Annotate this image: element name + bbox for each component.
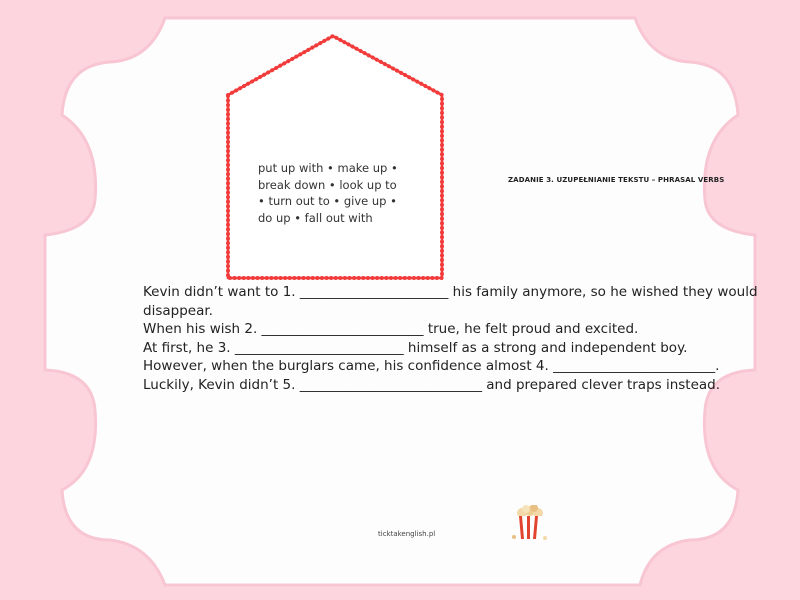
word-line: break down • look up to — [258, 177, 397, 192]
sentence: When his wish 2. ________________________ true, he felt proud and excited. — [143, 321, 639, 337]
word-line: put up with • make up • — [258, 161, 398, 175]
sentence: At first, he 3. _________________________ himself as a strong and independent boy. — [143, 339, 688, 356]
word-box — [258, 160, 398, 226]
sentence: Luckily, Kevin didn’t 5. ___________________________ and prepared clever traps instead. — [143, 376, 721, 393]
exercise-title: ZADANIE 3. UZUPEŁNIANIE TEKSTU – PHRASAL VERBS — [508, 176, 725, 184]
word-line: do up • fall out with — [258, 210, 373, 225]
exercise-text — [143, 283, 758, 394]
sentence: However, when the burglars came, his confidence almost 4. ________________________. — [143, 358, 720, 374]
sentence: disappear. — [143, 302, 213, 319]
popcorn-icon — [512, 505, 548, 541]
word-line: • turn out to • give up • — [258, 194, 397, 208]
sentence: Kevin didn’t want to 1. ______________________ his family anymore, so he wished they would — [143, 284, 758, 300]
footer-website: ticktakenglish.pl — [378, 530, 436, 538]
